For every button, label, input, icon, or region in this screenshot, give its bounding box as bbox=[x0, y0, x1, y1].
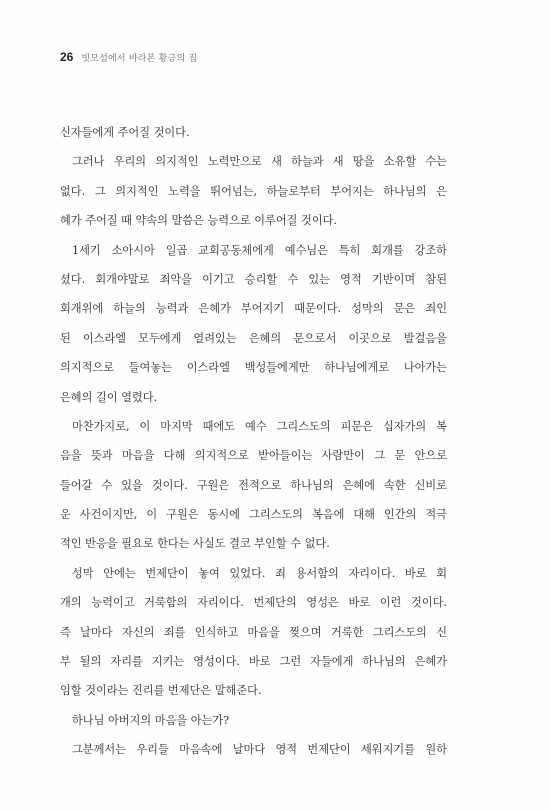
text-line: 음을 뜻과 마음을 다해 의지적으로 받아들이는 사람만이 그 문 안으로 bbox=[60, 449, 447, 463]
body-text bbox=[60, 118, 447, 765]
text-line: 부 될의 자리를 지키는 영성이다. 바로 그런 자들에게 하나님의 은혜가 bbox=[60, 655, 447, 669]
text-line: 마찬가지로, 이 마지막 때에도 예수 그리스도의 피문은 십자가의 복 bbox=[72, 419, 447, 433]
text-line: 없다. 그 의지적인 노력을 뛰어넘는, 하늘로부터 부어지는 하나님의 은 bbox=[60, 184, 447, 198]
text-line: 적인 반응을 필요로 한다는 사실도 결코 부인할 수 없다. bbox=[60, 537, 330, 551]
text-line: 의지적으로 들여놓는 이스라엘 백성들에게만 하나님에게로 나아가는 bbox=[60, 361, 447, 375]
text-line: 성막 안에는 번제단이 놓여 있었다. 죄 용서함의 자리이다. 바로 회 bbox=[72, 566, 447, 580]
text-line: 혜가 주어질 때 약속의 말씀은 능력으로 이루어질 것이다. bbox=[60, 214, 338, 228]
paragraph bbox=[60, 735, 447, 764]
text-line: 된 이스라엘 모두에게 열려있는 은혜의 문으로서 이곳으로 발걸음을 bbox=[60, 331, 447, 345]
text-line: 즉 날마다 자신의 죄를 인식하고 마음을 찢으며 거룩한 그리스도의 신 bbox=[60, 625, 447, 639]
text-line: 은혜의 길이 열렸다. bbox=[60, 390, 158, 404]
text-line: 셨다. 회개야말로 죄악을 이기고 승리할 수 있는 영적 기반이며 참된 bbox=[60, 272, 447, 286]
paragraph bbox=[60, 118, 447, 147]
text-line: 1세기 소아시아 일곱 교회공동체에게 예수님은 특히 회개를 강조하 bbox=[72, 243, 447, 257]
text-line: 임할 것이라는 진리를 번제단은 말해준다. bbox=[60, 684, 262, 698]
text-line: 들어갈 수 있을 것이다. 구원은 전적으로 하나님의 은혜에 속한 신비로 bbox=[60, 478, 447, 492]
paragraph bbox=[60, 147, 447, 235]
paragraph bbox=[60, 559, 447, 706]
text-line: 회개위에 하늘의 능력과 은혜가 부어지기 때문이다. 성막의 문은 죄인 bbox=[60, 302, 447, 316]
paragraph bbox=[60, 412, 447, 559]
paragraph bbox=[60, 236, 447, 412]
text-line: 하나님 아버지의 마음을 아는가? bbox=[72, 713, 230, 727]
paragraph bbox=[60, 706, 447, 735]
text-line: 신자들에게 주어질 것이다. bbox=[60, 126, 190, 139]
running-header bbox=[60, 50, 197, 66]
text-line: 개의 능력이고 거룩함의 자리이다. 번제단의 영성은 바로 이런 것이다. bbox=[60, 596, 447, 610]
text-line: 그분께서는 우리들 마음속에 날마다 영적 번제단이 세워지기를 원하 bbox=[72, 743, 447, 757]
text-line: 그러나 우리의 의지적인 노력만으로 새 하늘과 새 땅을 소유할 수는 bbox=[72, 155, 447, 169]
text-line: 운 사건이지만, 이 구원은 동시에 그리스도의 복음에 대해 인간의 적극 bbox=[60, 508, 447, 522]
book-title: 빗모섬에서 바라본 황금의 집 bbox=[81, 54, 198, 64]
page-number: 26 bbox=[60, 50, 74, 64]
